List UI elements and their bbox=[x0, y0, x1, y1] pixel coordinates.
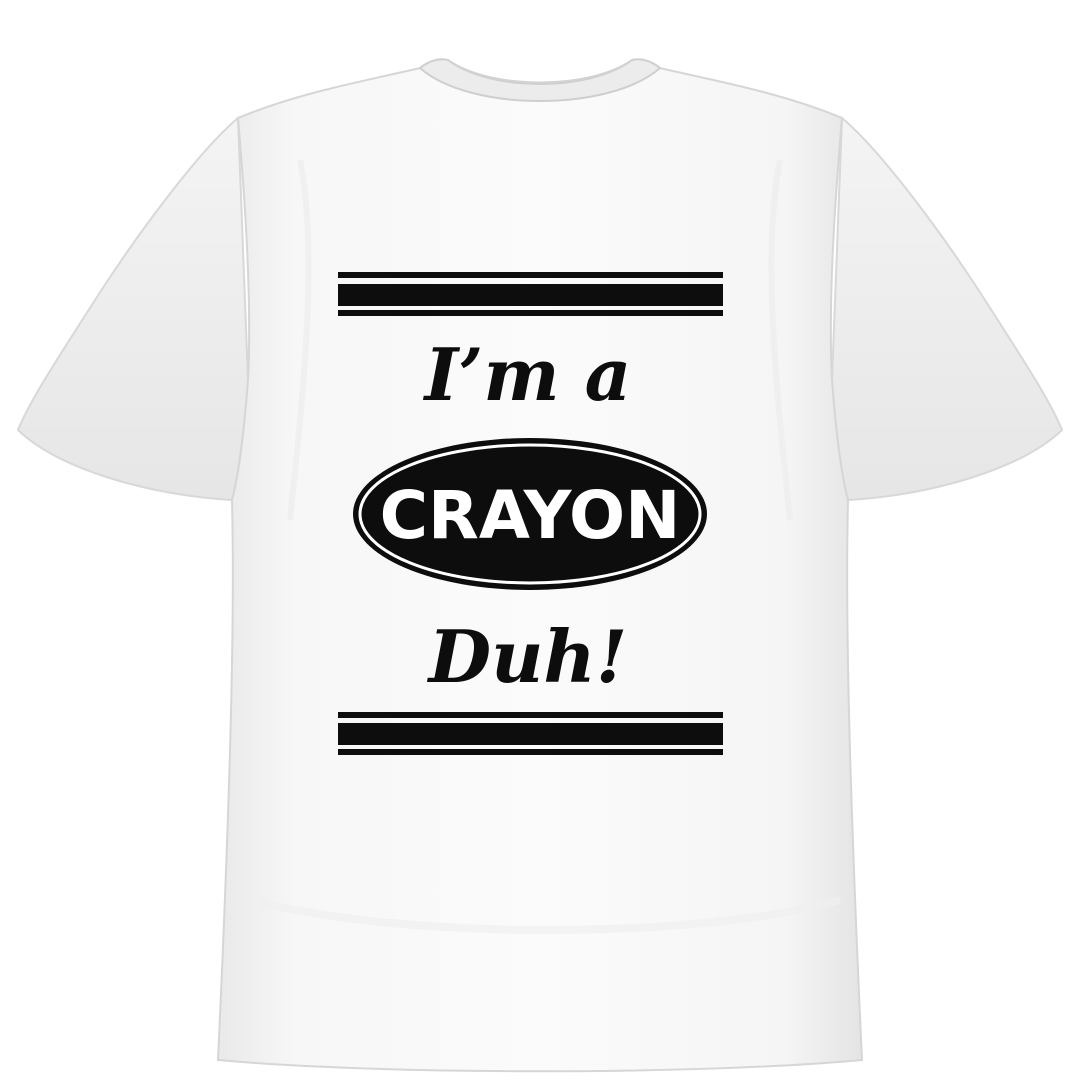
crayon-badge bbox=[353, 438, 707, 590]
right-sleeve bbox=[832, 118, 1062, 500]
badge-text: CRAYON bbox=[379, 477, 681, 554]
left-sleeve bbox=[18, 118, 248, 500]
design-line-top: I’m a bbox=[424, 332, 632, 417]
design-line-bottom: Duh! bbox=[428, 614, 628, 699]
